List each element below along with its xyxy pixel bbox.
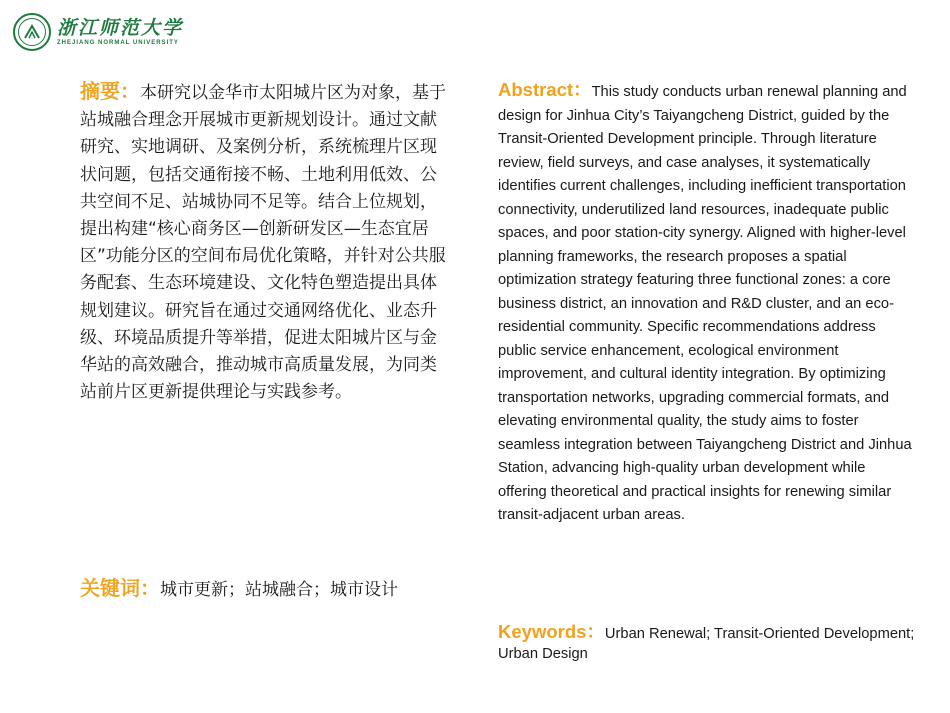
cn-keywords-label: 关键词： xyxy=(80,576,160,600)
en-keywords xyxy=(498,622,918,664)
en-abstract-text: This study conducts urban renewal planning and design for Jinhua City’s Taiyangcheng District, guided by the Transit-Oriented Development principle. Through literature review, field surveys, and case analyses, it systematically identifies current challenges, including inefficient transportation connectivity, underutilized land resources, inadequate public spaces, and poor station-city synergy. Aligned with higher-level planning frameworks, the research proposes a spatial optimization strategy featuring three functional zones: a core business district, an innovation and R&D cluster, and an eco-residential community. Specific recommendations address public service enhancement, ecological environment improvement, and cultural identity integration. By optimizing transportation networks, upgrading commercial formats, and elevating environmental quality, the study aims to foster seamless integration between Taiyangcheng District and Jinhua Station, advancing high-quality urban development while offering theoretical and practical insights for renewing similar transit-adjacent urban areas. xyxy=(498,84,912,523)
university-seal-icon xyxy=(13,13,51,51)
cn-abstract xyxy=(80,78,452,406)
cn-abstract-label: 摘要： xyxy=(80,79,140,103)
cn-keywords-text: 城市更新；站城融合；城市设计 xyxy=(160,580,398,600)
en-keywords-label: Keywords： xyxy=(498,621,605,642)
en-abstract xyxy=(498,78,918,528)
university-logo xyxy=(13,12,183,52)
university-name-en: ZHEJIANG NORMAL UNIVERSITY xyxy=(57,39,179,46)
cn-abstract-text: 本研究以金华市太阳城片区为对象，基于站城融合理念开展城市更新规划设计。通过文献研究、实地调研、及案例分析，系统梳理片区现状问题，包括交通衔接不畅、土地利用低效、公共空间不足、站城协同不足等。结合上位规划，提出构建“核心商务区—创新研发区—生态宜居区”功能分区的空间布局优化策略，并针对公共服务配套、生态环境建设、文化特色塑造提出具体规划建议。研究旨在通过交通网络优化、业态升级、环境品质提升等举措，促进太阳城片区与金华站的高效融合，推动城市高质量发展，为同类站前片区更新提供理论与实践参考。 xyxy=(80,83,446,403)
en-abstract-label: Abstract： xyxy=(498,79,592,100)
en-keywords-text: Urban Renewal; Transit-Oriented Development; Urban Design xyxy=(498,626,915,662)
cn-keywords xyxy=(80,574,460,604)
university-name-cn: 浙江师范大学 xyxy=(57,16,184,39)
